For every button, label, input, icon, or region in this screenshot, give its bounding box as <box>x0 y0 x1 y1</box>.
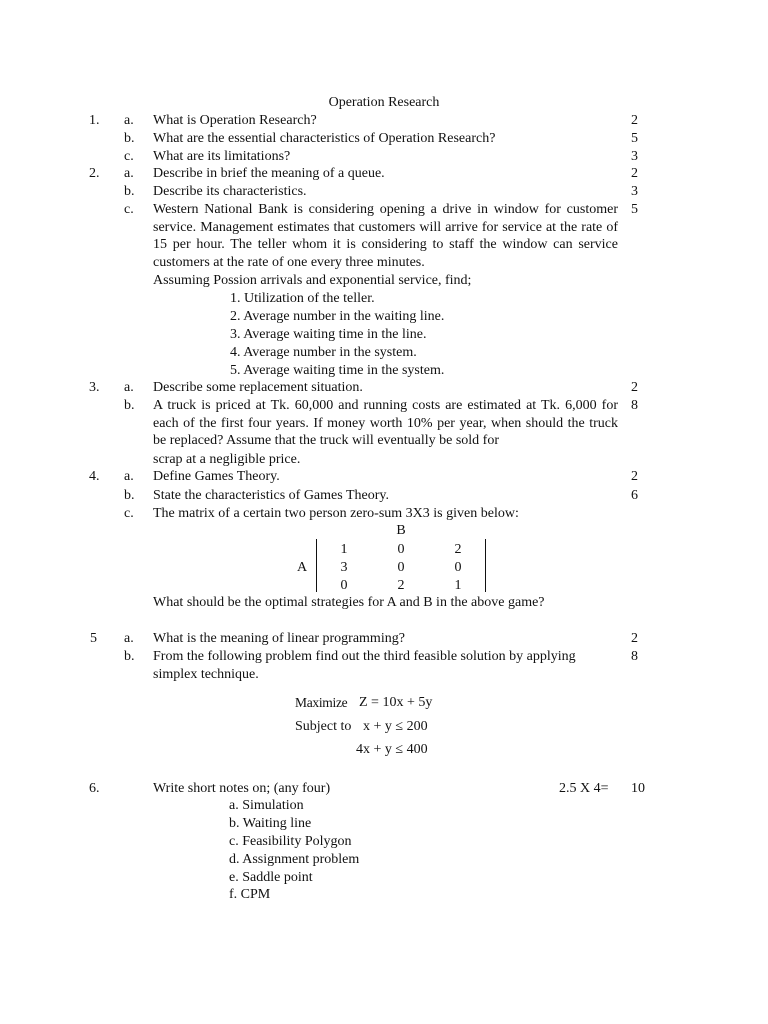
lp-objective: Z = 10x + 5y <box>359 695 433 710</box>
list-item: c. Feasibility Polygon <box>229 834 352 849</box>
matrix-cell: 1 <box>454 578 462 593</box>
question-number: 3. <box>89 380 100 395</box>
lp-constraint: x + y ≤ 200 <box>363 719 428 734</box>
matrix-cell: 0 <box>454 560 462 575</box>
marks: 5 <box>631 202 638 217</box>
part-text: What is the meaning of linear programming? <box>153 631 405 646</box>
list-item: 3. Average waiting time in the line. <box>230 327 427 342</box>
part-text: Define Games Theory. <box>153 469 280 484</box>
question-number: 1. <box>89 113 100 128</box>
matrix-right-bar <box>485 539 486 592</box>
marks: 2 <box>631 113 638 128</box>
marks: 8 <box>631 398 638 413</box>
part-label: a. <box>124 113 134 128</box>
part-label: a. <box>124 166 134 181</box>
question-number: 4. <box>89 469 100 484</box>
list-item: a. Simulation <box>229 798 304 813</box>
lp-objective-label: Maximize <box>295 695 348 710</box>
part-text: What is Operation Research? <box>153 113 317 128</box>
list-item: b. Waiting line <box>229 816 312 831</box>
part-label: c. <box>124 506 134 521</box>
marks: 6 <box>631 488 638 503</box>
question-number: 5 <box>90 631 97 646</box>
marks: 2 <box>631 380 638 395</box>
part-label: a. <box>124 469 134 484</box>
part-label: a. <box>124 380 134 395</box>
part-label: a. <box>124 631 134 646</box>
list-item: 1. Utilization of the teller. <box>230 291 375 306</box>
question-number: 2. <box>89 166 100 181</box>
part-text-last-line: scrap at a negligible price. <box>153 452 301 467</box>
part-label: b. <box>124 398 135 413</box>
part-label: b. <box>124 131 135 146</box>
row-player-label: A <box>297 560 308 575</box>
part-text: From the following problem find out the third feasible solution by applying <box>153 649 576 664</box>
part-text: What are its limitations? <box>153 149 291 164</box>
marks: 10 <box>631 781 645 796</box>
matrix-cell: 0 <box>340 578 348 593</box>
list-item: f. CPM <box>229 887 271 902</box>
marks: 5 <box>631 131 638 146</box>
matrix-cell: 1 <box>340 542 348 557</box>
matrix-cell: 2 <box>454 542 462 557</box>
part-label: c. <box>124 202 134 217</box>
part-text: A truck is priced at Tk. 60,000 and running costs are estimated at Tk. 6,000 for each of the first four years. If money worth 10% per year, when should the truck be replaced? Assume that the truck will eventually be sold for <box>153 398 618 448</box>
part-text: Describe its characteristics. <box>153 184 307 199</box>
marks: 2 <box>631 166 638 181</box>
list-item: d. Assignment problem <box>229 852 360 867</box>
part-label: b. <box>124 488 135 503</box>
marks-calculation: 2.5 X 4= <box>559 781 609 796</box>
lp-constraint: 4x + y ≤ 400 <box>356 742 428 757</box>
list-item: 5. Average waiting time in the system. <box>230 363 445 378</box>
part-text-last-line: Assuming Possion arrivals and exponential service, find; <box>153 273 472 288</box>
part-text: Western National Bank is considering opening a drive in window for customer service. Management estimates that customers will arrive for service at the rate of 15 per hour. The teller whom it is considering to staff the window can service customers at the rate of one every three minutes. <box>153 202 618 270</box>
part-text-last-line: simplex technique. <box>153 667 259 682</box>
part-text: Write short notes on; (any four) <box>153 781 331 796</box>
part-text: State the characteristics of Games Theory. <box>153 488 389 503</box>
part-text: The matrix of a certain two person zero-sum 3X3 is given below: <box>153 506 519 521</box>
matrix-cell: 3 <box>340 560 348 575</box>
marks: 3 <box>631 184 638 199</box>
part-label: b. <box>124 184 135 199</box>
part-text: Describe in brief the meaning of a queue. <box>153 166 385 181</box>
part-label: b. <box>124 649 135 664</box>
column-player-label: B <box>396 523 406 538</box>
matrix-cell: 2 <box>397 578 405 593</box>
marks: 8 <box>631 649 638 664</box>
lp-constraint-label: Subject to <box>295 719 352 734</box>
marks: 3 <box>631 149 638 164</box>
matrix-left-bar <box>316 539 317 592</box>
list-item: 2. Average number in the waiting line. <box>230 309 445 324</box>
part-text: What are the essential characteristics of Operation Research? <box>153 131 496 146</box>
part-label: c. <box>124 149 134 164</box>
matrix-cell: 0 <box>397 542 405 557</box>
question-number: 6. <box>89 781 100 796</box>
list-item: e. Saddle point <box>229 870 313 885</box>
list-item: 4. Average number in the system. <box>230 345 417 360</box>
marks: 2 <box>631 469 638 484</box>
marks: 2 <box>631 631 638 646</box>
matrix-cell: 0 <box>397 560 405 575</box>
part-text: Describe some replacement situation. <box>153 380 363 395</box>
page-title: Operation Research <box>328 95 440 110</box>
part-text: What should be the optimal strategies for A and B in the above game? <box>153 595 545 610</box>
